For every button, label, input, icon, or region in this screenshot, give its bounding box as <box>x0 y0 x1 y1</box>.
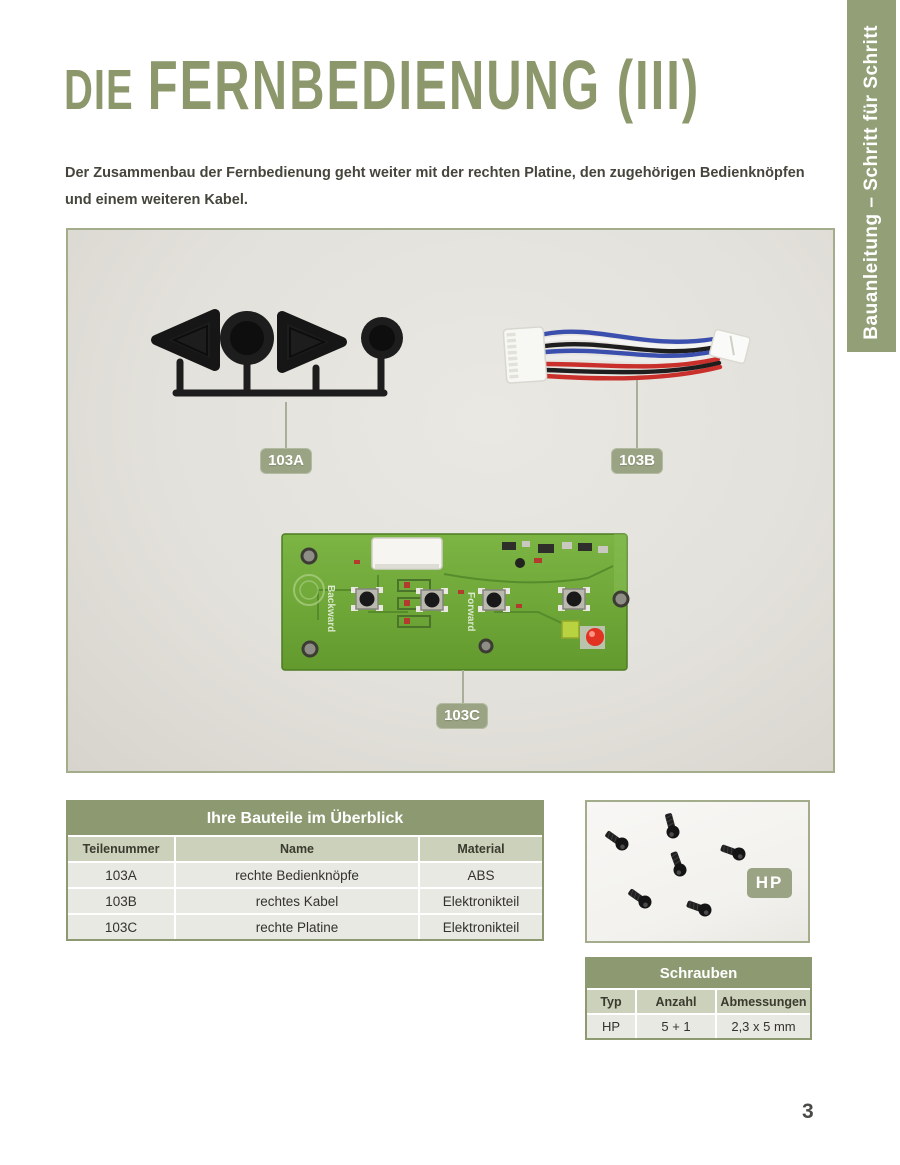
part-label-103b: 103B <box>611 448 663 474</box>
intro-text: Der Zusammenbau der Fernbedienung geht weiter mit der rechten Platine, den zugehörigen Bedienknöpfen und einem weiteren Kabel. <box>65 165 805 208</box>
table-row <box>587 1013 810 1038</box>
screw-type-badge: HP <box>747 868 792 898</box>
cell-part-number: 103B <box>68 889 174 913</box>
screws-photo-panel <box>585 800 810 943</box>
chapter-tab-label: Bauanleitung – Schritt für Schritt <box>860 25 882 340</box>
cell-screw-abmessungen: 2,3 x 5 mm <box>715 1015 810 1038</box>
part-label-103c: 103C <box>436 703 488 729</box>
parts-overview-table <box>66 800 544 941</box>
pcb-print-forward: Forward <box>465 592 476 632</box>
cell-part-name: rechtes Kabel <box>174 889 418 913</box>
col-header-material: Material <box>418 837 542 861</box>
cell-part-name: rechte Platine <box>174 915 418 939</box>
parts-photo-panel <box>66 228 835 773</box>
leader-line-103b <box>636 380 638 449</box>
table-row <box>68 861 542 887</box>
page-title-prefix: DIE <box>64 59 134 122</box>
parts-table-title: Ihre Bauteile im Überblick <box>68 802 542 835</box>
cell-screw-typ: HP <box>587 1015 635 1038</box>
col-header-teilenummer: Teilenummer <box>68 837 174 861</box>
col-header-typ: Typ <box>587 990 635 1013</box>
cell-part-material: ABS <box>418 863 542 887</box>
cell-part-material: Elektronikteil <box>418 915 542 939</box>
leader-line-103c <box>462 670 464 704</box>
page-number: 3 <box>802 1100 814 1123</box>
screw-icon <box>667 850 688 878</box>
part-pcb <box>282 534 628 670</box>
screw-icon <box>719 841 747 862</box>
cell-part-number: 103A <box>68 863 174 887</box>
table-row <box>68 887 542 913</box>
screw-icon <box>662 812 681 840</box>
screw-icon <box>626 886 654 911</box>
part-buttons-sprue <box>156 311 403 393</box>
screw-icon <box>603 828 631 853</box>
parts-photo-illustration <box>68 230 833 771</box>
col-header-anzahl: Anzahl <box>635 990 715 1013</box>
screws-table-header-row <box>587 988 810 1013</box>
parts-table-header-row <box>68 835 542 861</box>
pcb-led <box>586 628 604 646</box>
part-label-103a: 103A <box>260 448 312 474</box>
col-header-name: Name <box>174 837 418 861</box>
page-title <box>64 47 701 125</box>
part-cable <box>503 327 750 384</box>
cell-part-number: 103C <box>68 915 174 939</box>
table-row <box>68 913 542 939</box>
cell-part-material: Elektronikteil <box>418 889 542 913</box>
page-title-main: FERNBEDIENUNG (III) <box>147 47 701 125</box>
leader-line-103a <box>285 402 287 449</box>
col-header-abmessungen: Abmessungen <box>715 990 810 1013</box>
pcb-print-backward: Backward <box>325 585 336 633</box>
screws-table-title: Schrauben <box>587 959 810 988</box>
chapter-tab <box>847 0 896 352</box>
screw-icon <box>685 897 713 918</box>
cell-screw-anzahl: 5 + 1 <box>635 1015 715 1038</box>
screws-table <box>585 957 812 1040</box>
cell-part-name: rechte Bedienknöpfe <box>174 863 418 887</box>
